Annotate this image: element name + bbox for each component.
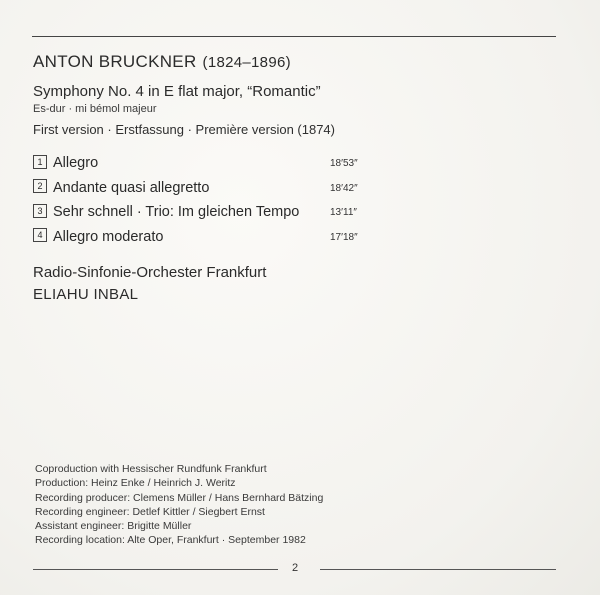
bottom-rule-right	[320, 569, 556, 570]
track-number: 3	[33, 204, 47, 218]
production-credits	[35, 462, 323, 548]
page-number: 2	[292, 562, 299, 574]
track-item	[33, 179, 373, 204]
track-title: Sehr schnell · Trio: Im gleichen Tempo	[53, 203, 300, 220]
track-duration: 18′42″	[330, 182, 358, 194]
top-rule	[32, 36, 556, 37]
track-duration: 13′11″	[330, 207, 357, 218]
conductor-name: ELIAHU INBAL	[33, 286, 139, 303]
track-title: Allegro moderato	[53, 228, 164, 245]
track-list	[33, 154, 373, 252]
track-number: 2	[33, 179, 47, 193]
composer-name: ANTON BRUCKNER	[33, 52, 197, 71]
track-title: Andante quasi allegretto	[53, 179, 210, 196]
track-title: Allegro	[53, 154, 99, 171]
credit-line: Assistant engineer: Brigitte Müller	[35, 520, 192, 533]
track-number: 1	[33, 155, 47, 169]
track-item	[33, 203, 373, 228]
credit-line: Production: Heinz Enke / Heinrich J. Weritz	[35, 477, 236, 490]
composer-dates: (1824–1896)	[202, 54, 291, 71]
work-title: Symphony No. 4 in E flat major, “Romantic”	[33, 83, 321, 100]
bottom-rule-left	[33, 569, 278, 570]
composer-heading	[33, 52, 291, 72]
track-item	[33, 154, 373, 179]
track-duration: 18′53″	[330, 158, 358, 169]
credit-line: Recording engineer: Detlef Kittler / Siegbert Ernst	[35, 505, 265, 518]
credit-line: Coproduction with Hessischer Rundfunk Frankfurt	[35, 463, 267, 475]
work-version: First version · Erstfassung · Première version (1874)	[33, 122, 335, 137]
orchestra-name: Radio-Sinfonie-Orchester Frankfurt	[33, 264, 267, 281]
credit-line: Recording location: Alte Oper, Frankfurt · September 1982	[35, 534, 306, 547]
credit-line: Recording producer: Clemens Müller / Hans Bernhard Bätzing	[35, 491, 324, 504]
track-number: 4	[33, 228, 47, 242]
track-item	[33, 228, 373, 253]
track-duration: 17′18″	[330, 231, 358, 243]
work-key-translations: Es-dur · mi bémol majeur	[33, 103, 157, 115]
